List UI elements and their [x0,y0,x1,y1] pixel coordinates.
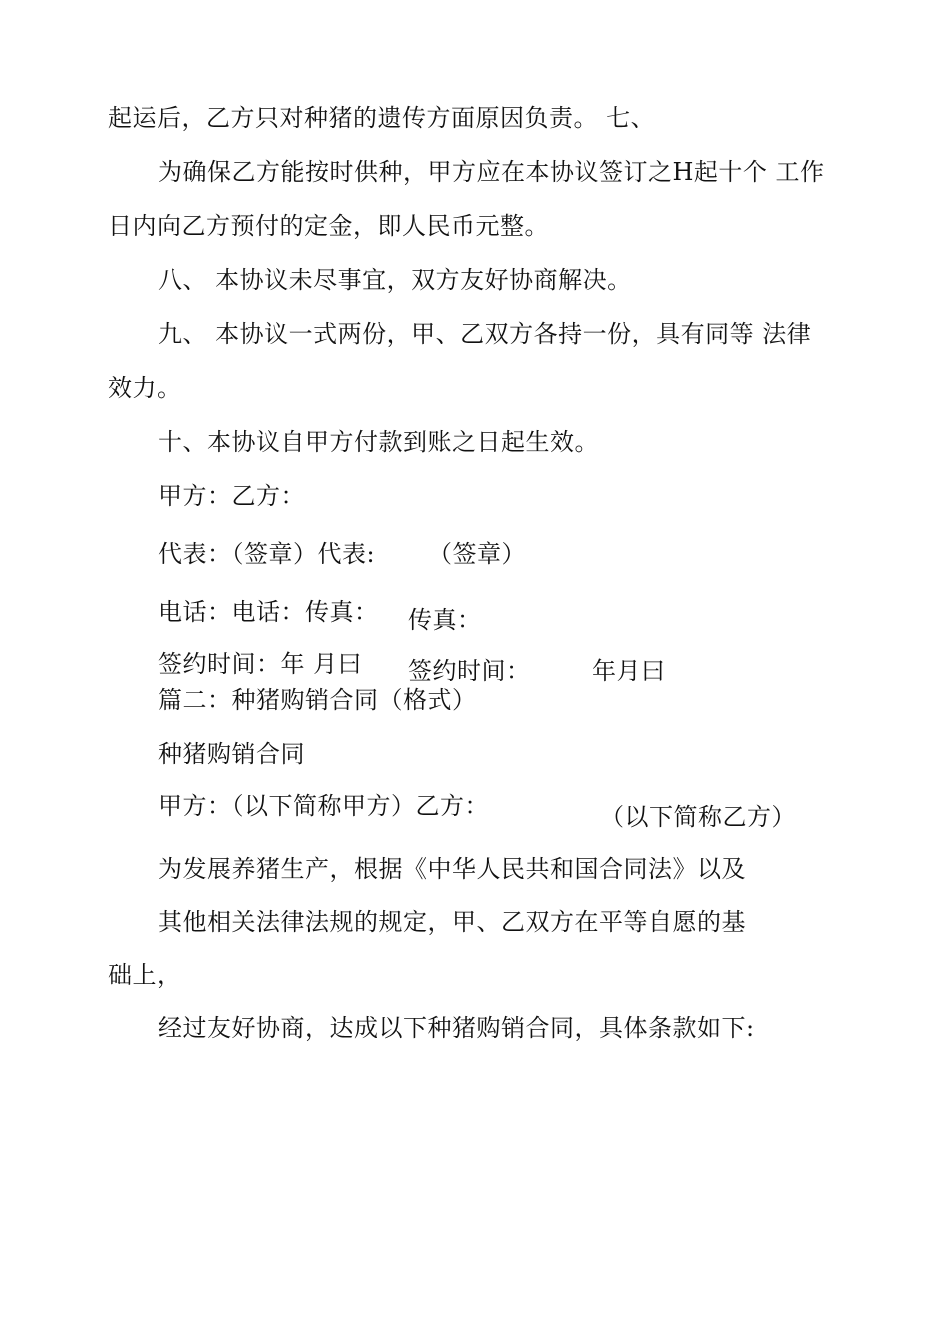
paragraph-line: 经过友好协商，达成以下种猪购销合同，具体条款如下: [158,1014,755,1042]
representative-line: 代表：（签章）代表: [158,540,376,568]
paragraph-line: 八、 本协议未尽事宜，双方友好协商解决。 [158,266,632,294]
contract-title: 种猪购销合同 [158,740,305,768]
phone-fax-line: 电话：电话：传真： [158,598,379,626]
paragraph-line: 其他相关法律法规的规定，甲、乙双方在平等自愿的基 [158,908,746,936]
signing-date-label: 签约时间： [408,657,531,685]
seal-label: （签章） [428,540,526,568]
party-b-abbrev: （以下简称乙方） [600,803,796,831]
signing-date-value: 年月曰 [592,657,666,685]
party-line: 甲方：（以下简称甲方）乙方： [158,792,489,820]
fax-label: 传真： [408,606,482,634]
paragraph-line: 日内向乙方预付的定金，即人民币元整。 [108,212,549,240]
paragraph-line: 为发展养猪生产，根据《中华人民共和国合同法》以及 [158,855,746,883]
paragraph-line: 效力。 [108,374,182,402]
paragraph-line: 十、本协议自甲方付款到账之日起生效。 [158,428,599,456]
paragraph-line: 础上， [108,961,182,989]
signing-date-line: 签约时间：年 月曰 [158,650,363,678]
paragraph-line: 九、 本协议一式两份，甲、乙双方各持一份，具有同等 法律 [158,320,812,348]
party-label-line: 甲方：乙方： [158,482,305,510]
paragraph-line: 为确保乙方能按时供种，甲方应在本协议签订之H起十个 工作 [158,158,825,186]
paragraph-line: 起运后，乙方只对种猪的遗传方面原因负责。 七、 [108,104,656,132]
section-title: 篇二：种猪购销合同（格式） [158,686,477,714]
